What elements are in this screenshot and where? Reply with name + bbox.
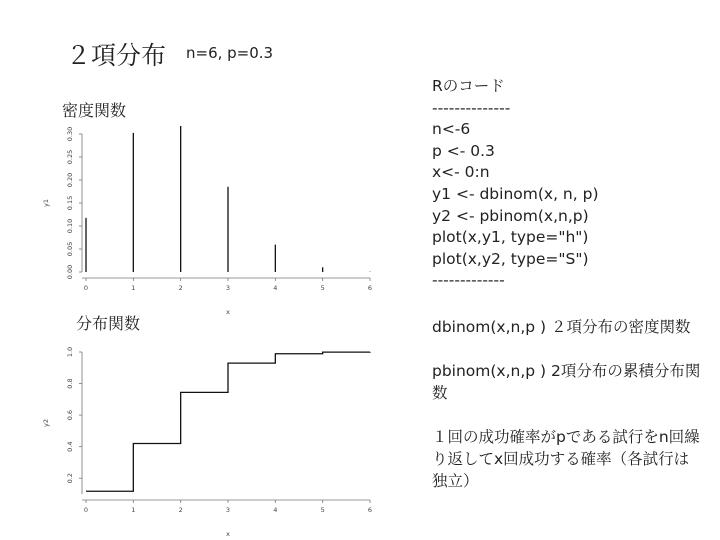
y-tick-label: 0.15	[66, 195, 74, 211]
dbinom-note: dbinom(x,n,p ) ２項分布の密度関数	[432, 318, 691, 336]
x-tick-label: 2	[178, 506, 183, 514]
cdf-step-line	[86, 352, 370, 491]
code-line: --------------	[432, 98, 511, 117]
y-tick-label: 0.8	[66, 378, 74, 389]
x-tick-label: 3	[225, 284, 231, 292]
x-tick-label: 1	[131, 284, 136, 292]
pbinom-note: pbinom(x,n,p ) 2項分布の累積分布関数	[432, 362, 701, 402]
code-line: y2 <- pbinom(x,n,p)	[432, 206, 589, 225]
x-tick-label: 4	[273, 284, 278, 292]
code-line: -------------	[432, 271, 505, 290]
x-tick-label: 0	[83, 284, 89, 292]
code-line: n<-6	[432, 120, 471, 139]
density-label: 密度関数	[62, 101, 127, 120]
x-tick-label: 3	[225, 506, 231, 514]
x-tick-label: 1	[131, 506, 136, 514]
code-line: plot(x,y1, type="h")	[432, 228, 589, 247]
density-plot	[40, 126, 390, 316]
code-heading: Rのコード	[432, 77, 505, 95]
x-tick-label: 5	[320, 506, 325, 514]
y-tick-label: 1.0	[66, 346, 74, 358]
x-tick-label: 2	[178, 284, 183, 292]
y-axis-label: y1	[42, 199, 50, 207]
y-tick-label: 0.00	[66, 264, 74, 280]
y-tick-label: 0.20	[66, 172, 74, 188]
r-code-block	[432, 76, 599, 292]
distribution-plot	[40, 342, 390, 538]
code-line: plot(x,y2, type="S")	[432, 249, 589, 268]
y-tick-label: 0.05	[66, 241, 74, 257]
x-tick-label: 6	[367, 506, 373, 514]
slide-title: ２項分布	[66, 41, 167, 70]
x-tick-label: 6	[367, 284, 373, 292]
distribution-label: 分布関数	[76, 314, 141, 333]
definition-note: １回の成功確率がpである試行をn回繰り返してx回成功する確率（各試行は独立）	[432, 428, 700, 490]
y-tick-label: 0.4	[66, 441, 74, 452]
y-tick-label: 0.2	[66, 473, 74, 484]
y-tick-label: 0.6	[66, 409, 74, 421]
y-tick-label: 0.25	[66, 149, 74, 165]
x-tick-label: 0	[83, 506, 89, 514]
code-line: y1 <- dbinom(x, n, p)	[432, 184, 599, 203]
code-line: p <- 0.3	[432, 141, 495, 160]
x-tick-label: 5	[320, 284, 325, 292]
slide-subtitle: n=6, p=0.3	[186, 44, 274, 62]
x-tick-label: 4	[273, 506, 278, 514]
y-axis-label: y2	[42, 419, 50, 427]
x-axis-label: x	[226, 530, 230, 538]
y-tick-label: 0.30	[66, 126, 74, 142]
y-tick-label: 0.10	[66, 218, 74, 234]
x-axis-label: x	[226, 308, 230, 316]
code-line: x<- 0:n	[432, 163, 490, 182]
